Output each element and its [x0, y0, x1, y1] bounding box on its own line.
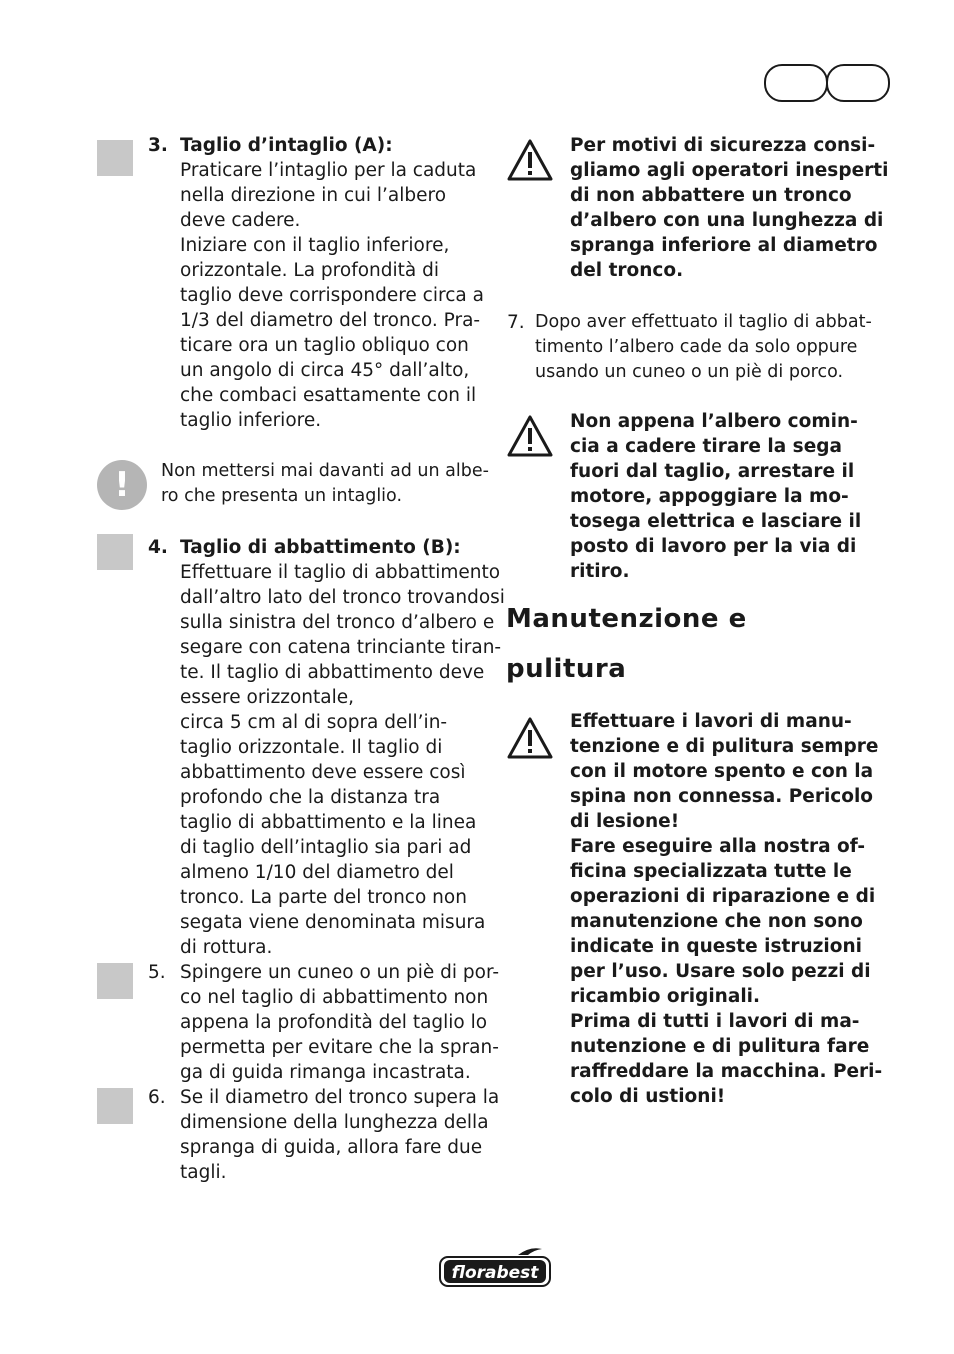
text-line: indicate in queste istruzioni — [570, 936, 862, 957]
text-line: Non appena l’albero comin- — [570, 411, 858, 432]
text-line: con il motore spento e con la — [570, 761, 874, 782]
text-line: di lesione! — [570, 811, 680, 832]
text-line: co nel taglio di abbattimento non — [180, 987, 489, 1008]
text-line: d’albero con una lunghezza di — [570, 210, 884, 231]
text-line: di non abbattere un tronco — [570, 185, 852, 206]
exclamation-circle-icon: ! — [97, 460, 147, 510]
step4-title: Taglio di abbattimento (B): — [180, 537, 461, 558]
text-line: dimensione della lunghezza della — [180, 1112, 489, 1133]
text-line: manutenzione che non sono — [570, 911, 863, 932]
florabest-logo — [438, 1246, 552, 1288]
text-line: Fare eseguire alla nostra of- — [570, 836, 866, 857]
language-tab-left — [764, 64, 828, 102]
text-line: del tronco. — [570, 260, 684, 281]
text-line: circa 5 cm al di sopra dell’in- — [180, 712, 448, 733]
text-line: ticare ora un taglio obliquo con — [180, 335, 469, 356]
text-line: ricambio originali. — [570, 986, 761, 1007]
text-line: Iniziare con il taglio inferiore, — [180, 235, 450, 256]
text-line: di rottura. — [180, 937, 273, 958]
text-line: fuori dal taglio, arrestare il — [570, 461, 855, 482]
text-line: Effettuare il taglio di abbattimento — [180, 562, 501, 583]
text-line: sulla sinistra del tronco d’albero e — [180, 612, 495, 633]
text-line: Per motivi di sicurezza consi- — [570, 135, 876, 156]
section-heading-line1: Manutenzione e — [506, 604, 747, 634]
text-line: appena la profondità del taglio lo — [180, 1012, 488, 1033]
text-line: usando un cuneo o un piè di porco. — [535, 362, 844, 382]
text-line: segata viene denominata misura — [180, 912, 486, 933]
language-tabs — [764, 64, 890, 102]
step-marker — [97, 963, 133, 999]
text-line: Prima di tutti i lavori di ma- — [570, 1011, 860, 1032]
text-line: che combaci esattamente con il — [180, 385, 477, 406]
text-line: nella direzione in cui l’albero — [180, 185, 447, 206]
text-line: di taglio dell’intaglio sia pari ad — [180, 837, 472, 858]
step-marker — [97, 1088, 133, 1124]
text-line: Effettuare i lavori di manu- — [570, 711, 852, 732]
text-line: te. Il taglio di abbattimento deve — [180, 662, 485, 683]
text-line: ro che presenta un intaglio. — [161, 486, 403, 506]
text-line: un angolo di circa 45° dall’alto, — [180, 360, 470, 381]
section-heading-line2: pulitura — [506, 654, 627, 684]
text-line: spina non connessa. Pericolo — [570, 786, 874, 807]
text-line: spranga inferiore al diametro — [570, 235, 878, 256]
text-line: per l’uso. Usare solo pezzi di — [570, 961, 871, 982]
text-line: gliamo agli operatori inesperti — [570, 160, 889, 181]
step-marker — [97, 534, 133, 570]
step4-block — [180, 535, 505, 960]
text-line: tronco. La parte del tronco non — [180, 887, 467, 908]
text-line: taglio inferiore. — [180, 410, 322, 431]
warning3-text — [570, 709, 882, 1109]
warning-triangle-icon — [506, 138, 554, 182]
text-line: almeno 1/10 del diametro del — [180, 862, 454, 883]
text-line: colo di ustioni! — [570, 1086, 726, 1107]
text-line: deve cadere. — [180, 210, 301, 231]
warning1-text — [570, 133, 888, 283]
text-line: orizzontale. La profondità di — [180, 260, 439, 281]
text-line: nutenzione e di pulitura fare — [570, 1036, 870, 1057]
text-line: Praticare l’intaglio per la caduta — [180, 160, 477, 181]
step3-block — [180, 133, 484, 433]
caution-note — [161, 459, 489, 509]
text-line: cia a cadere tirare la sega — [570, 436, 842, 457]
step7-block — [535, 310, 872, 385]
text-line: motore, appoggiare la mo- — [570, 486, 849, 507]
text-line: tosega elettrica e lasciare il — [570, 511, 862, 532]
step-marker — [97, 140, 133, 176]
step6-block — [180, 1085, 499, 1185]
step7-number: 7. — [507, 312, 525, 333]
step5-block — [180, 960, 499, 1085]
text-line: posto di lavoro per la via di — [570, 536, 857, 557]
text-line: tenzione e di pulitura sempre — [570, 736, 879, 757]
step3-title: Taglio d’intaglio (A): — [180, 135, 393, 156]
step6-number: 6. — [148, 1087, 166, 1108]
text-line: Se il diametro del tronco supera la — [180, 1087, 500, 1108]
text-line: tagli. — [180, 1162, 227, 1183]
warning-triangle-icon — [506, 716, 554, 760]
text-line: raffreddare la macchina. Peri- — [570, 1061, 883, 1082]
text-line: taglio orizzontale. Il taglio di — [180, 737, 443, 758]
step5-number: 5. — [148, 962, 166, 983]
text-line: ritiro. — [570, 561, 630, 582]
text-line: Dopo aver effettuato il taglio di abbat- — [535, 312, 872, 332]
text-line: profondo che la distanza tra — [180, 787, 441, 808]
text-line: taglio deve corrispondere circa a — [180, 285, 484, 306]
step3-number: 3. — [148, 135, 168, 156]
language-tab-right — [826, 64, 890, 102]
text-line: Non mettersi mai davanti ad un albe- — [161, 461, 489, 481]
text-line: essere orizzontale, — [180, 687, 355, 708]
text-line: operazioni di riparazione e di — [570, 886, 876, 907]
text-line: 1/3 del diametro del tronco. Pra- — [180, 310, 481, 331]
text-line: ficina specializzata tutte le — [570, 861, 852, 882]
text-line: dall’altro lato del tronco trovandosi — [180, 587, 505, 608]
text-line: Spingere un cuneo o un piè di por- — [180, 962, 500, 983]
text-line: taglio di abbattimento e la linea — [180, 812, 477, 833]
logo-text: florabest — [451, 1263, 539, 1283]
text-line: segare con catena trinciante tiran- — [180, 637, 502, 658]
text-line: abbattimento deve essere così — [180, 762, 466, 783]
warning-triangle-icon — [506, 414, 554, 458]
warning2-text — [570, 409, 861, 584]
step4-number: 4. — [148, 537, 168, 558]
text-line: permetta per evitare che la spran- — [180, 1037, 499, 1058]
text-line: timento l’albero cade da solo oppure — [535, 337, 858, 357]
text-line: ga di guida rimanga incastrata. — [180, 1062, 471, 1083]
text-line: spranga di guida, allora fare due — [180, 1137, 483, 1158]
